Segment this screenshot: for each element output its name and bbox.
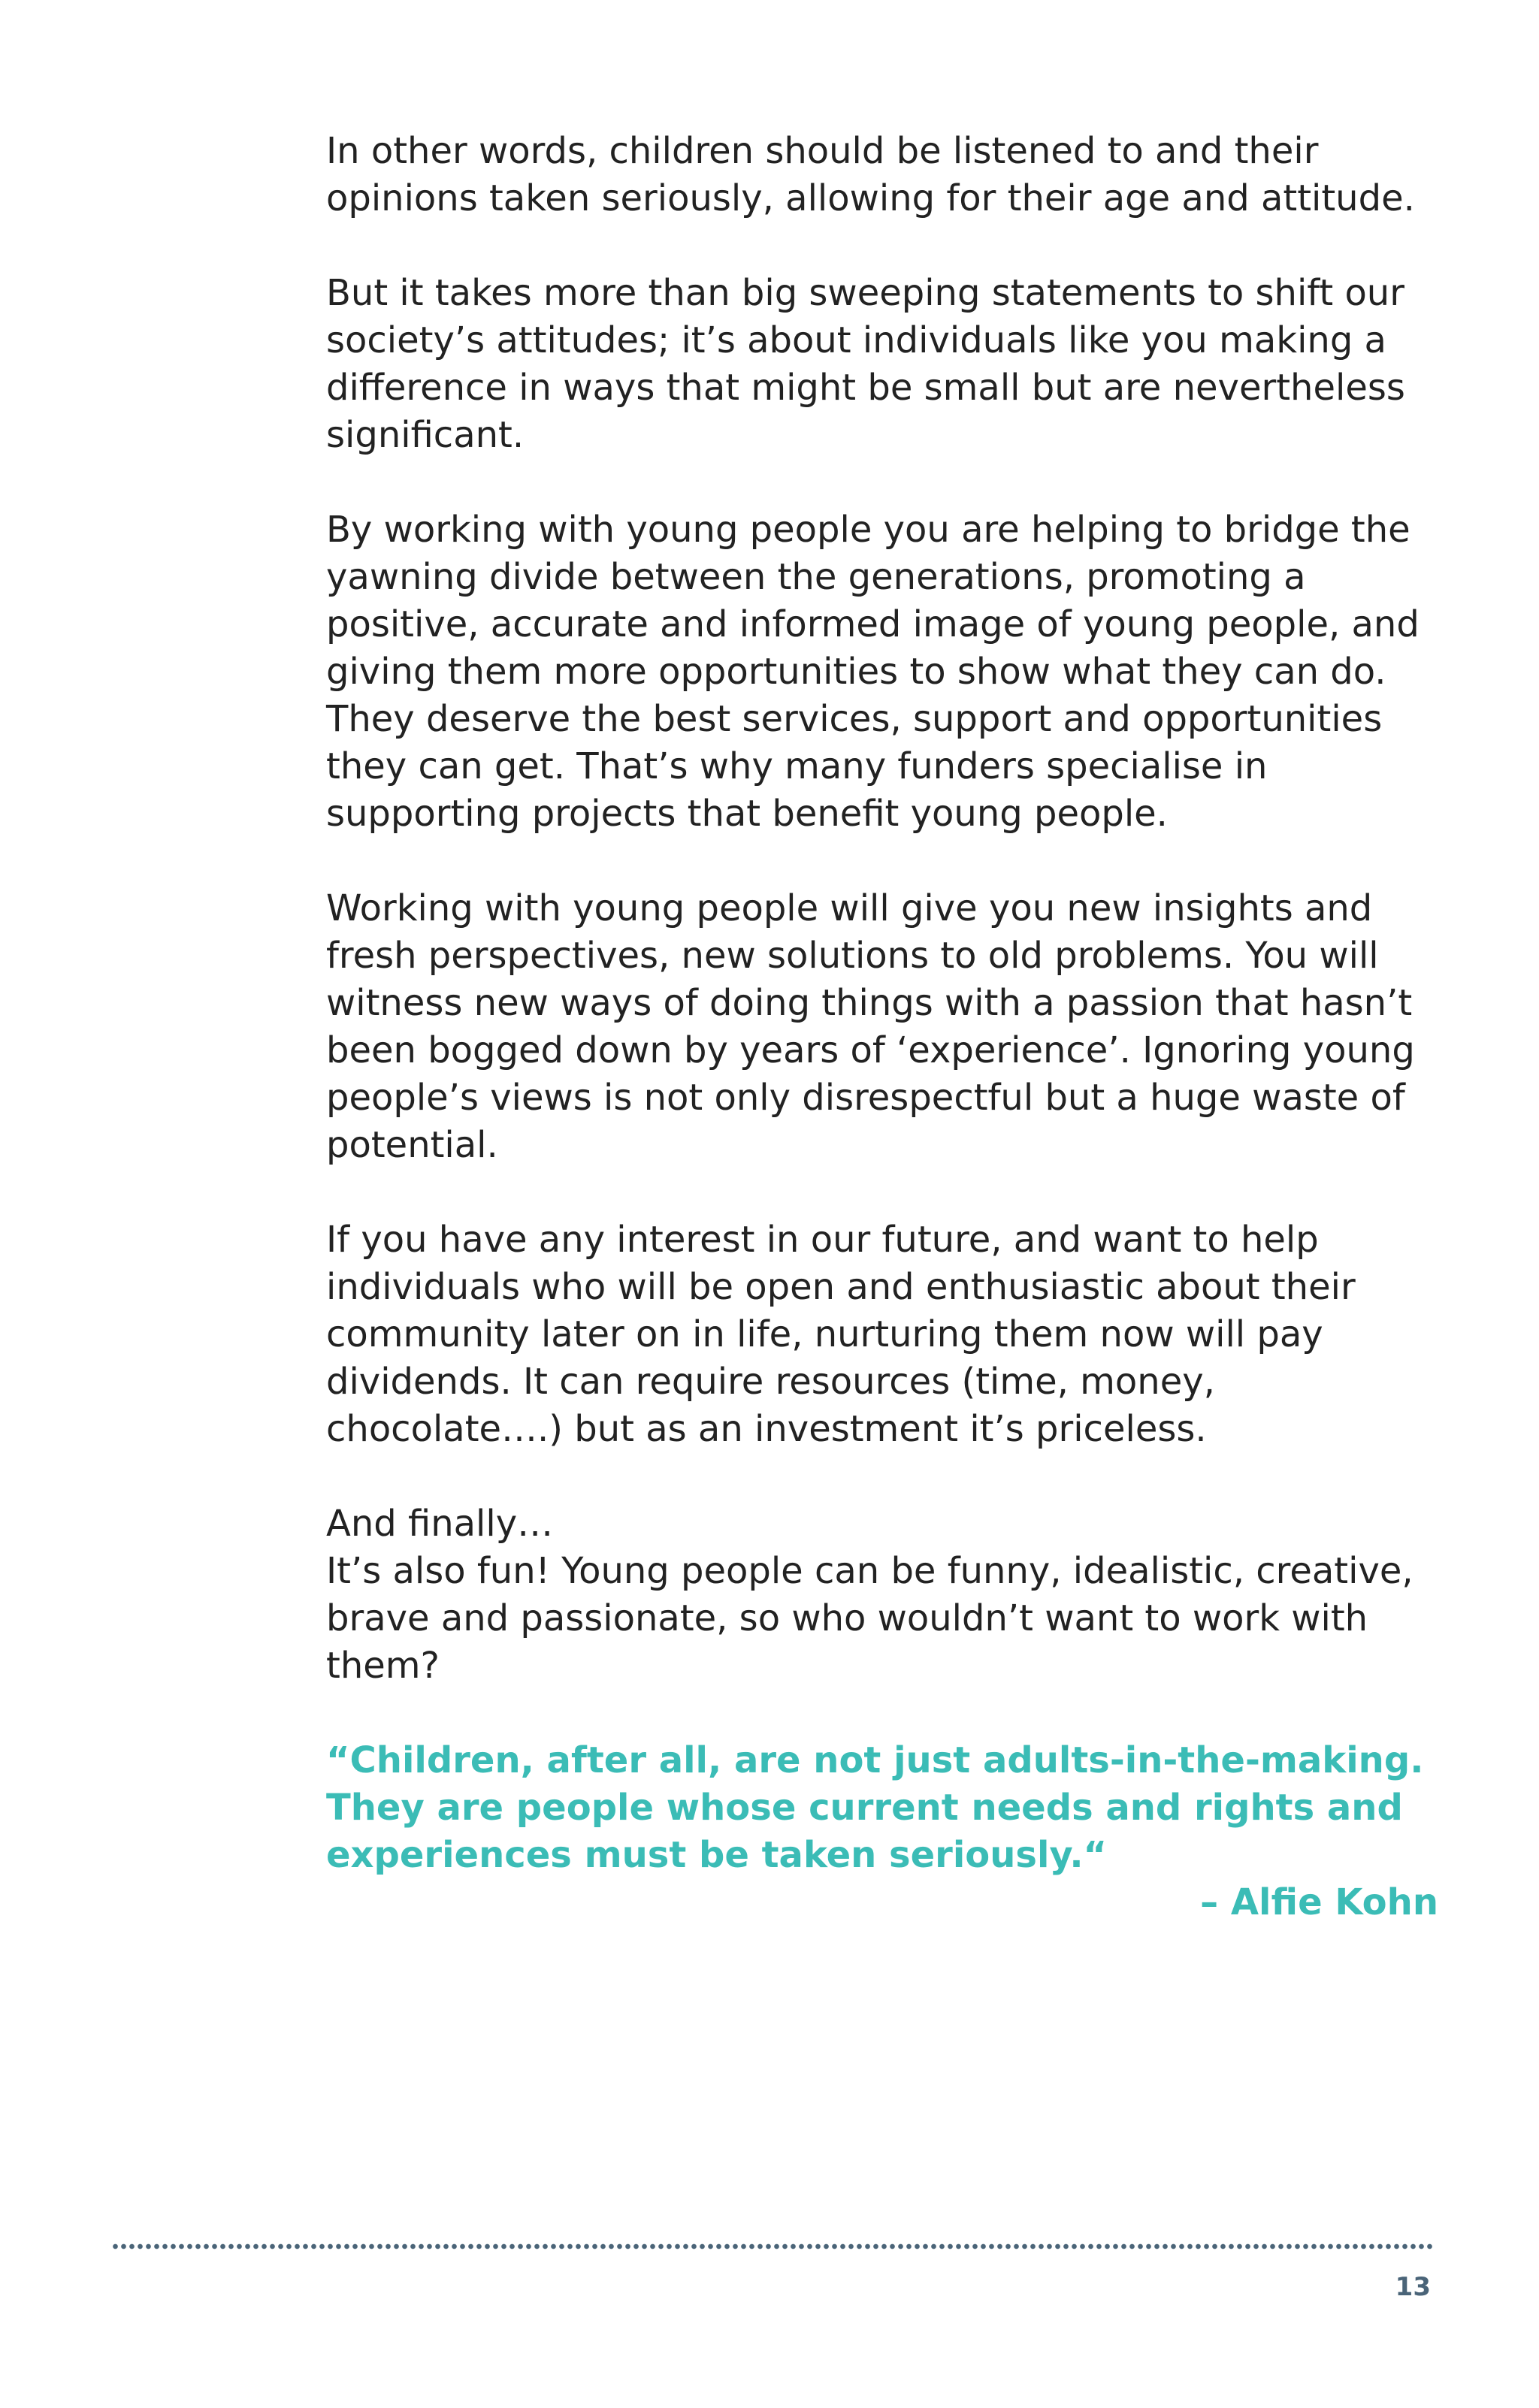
paragraph-sweeping-statements: But it takes more than big sweeping statements to shift our society’s attitudes; it’s about individuals like you making a difference in ways that might be small but are nevertheless significant. — [326, 272, 1405, 456]
paragraph-bridge-divide: By working with young people you are helping to bridge the yawning divide between the generations, promoting a positive, accurate and informed image of young people, and giving them more opportunities to show what they can do. They deserve the best services, support and opportunities they can get. That’s why many funders specialise in supporting projects that benefit young people. — [326, 509, 1420, 835]
dotted-divider — [111, 2242, 1434, 2251]
paragraph-listened-to: In other words, children should be listened to and their opinions taken seriously, allowing for their age and attitude. — [326, 130, 1415, 219]
page-number: 13 — [1395, 2272, 1431, 2302]
paragraph-and-finally: And finally… — [326, 1503, 554, 1545]
paragraph-also-fun: It’s also fun! Young people can be funny, idealistic, creative, brave and passionate, so who wouldn’t want to work with them? — [326, 1550, 1414, 1687]
paragraph-new-insights: Working with young people will give you new insights and fresh perspectives, new solutions to old problems. You will witness new ways of doing things with a passion that hasn’t been bogged down by years of ‘experience’. Ignoring young people’s views is not only disrespectful but a huge waste of potential. — [326, 887, 1415, 1166]
quote-attribution: – Alfie Kohn — [1200, 1881, 1438, 1923]
body-content — [326, 128, 1438, 1926]
paragraph-our-future: If you have any interest in our future, and want to help individuals who will be open and enthusiastic about their community later on in life, nurturing them now will pay dividends. It can require resources (time, money, chocolate….) but as an investment it’s priceless. — [326, 1219, 1356, 1450]
pull-quote: “Children, after all, are not just adults-in-the-making. They are people whose current needs and rights and experiences must be taken seriously.“ — [326, 1739, 1424, 1876]
